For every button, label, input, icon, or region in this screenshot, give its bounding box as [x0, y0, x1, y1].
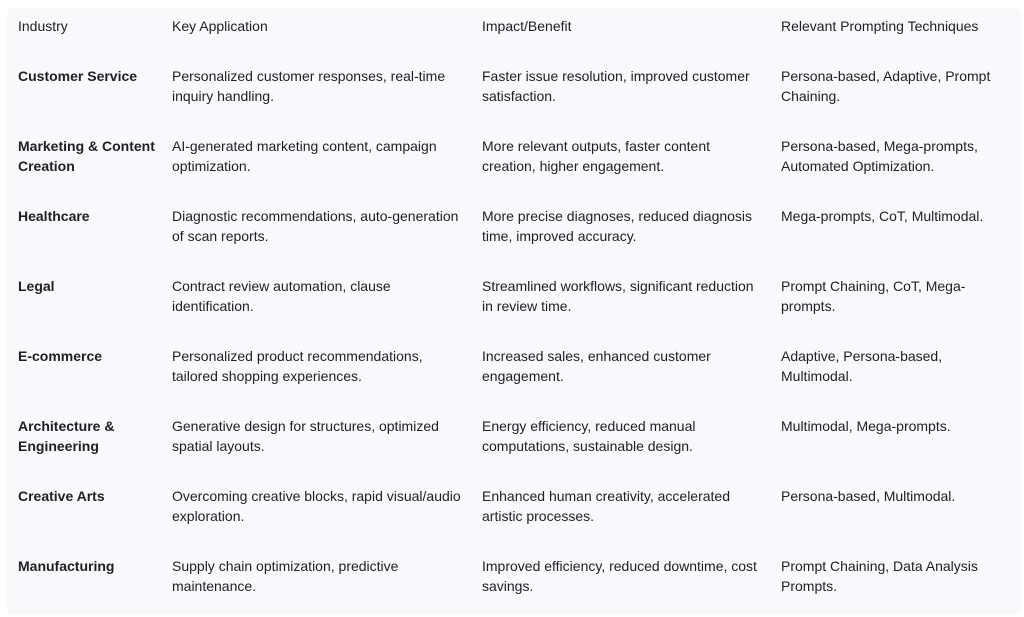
- impact-cell: Streamlined workflows, significant reduction in review time.: [482, 278, 754, 314]
- impact-cell: Increased sales, enhanced customer engagement.: [482, 348, 711, 384]
- header-key-application: Key Application: [172, 18, 268, 34]
- techniques-cell: Prompt Chaining, Data Analysis Prompts.: [781, 558, 978, 594]
- techniques-cell: Persona-based, Mega-prompts, Automated Optimization.: [781, 138, 978, 174]
- impact-cell: More precise diagnoses, reduced diagnosis time, improved accuracy.: [482, 208, 753, 244]
- header-impact-benefit: Impact/Benefit: [482, 18, 572, 34]
- application-cell: Personalized customer responses, real-time inquiry handling.: [172, 68, 446, 104]
- application-cell: Personalized product recommendations, tailored shopping experiences.: [172, 348, 423, 384]
- industry-cell: Creative Arts: [18, 488, 105, 504]
- impact-cell: More relevant outputs, faster content creation, higher engagement.: [482, 138, 711, 174]
- industry-cell: Customer Service: [18, 68, 138, 84]
- techniques-cell: Multimodal, Mega-prompts.: [781, 418, 951, 434]
- industry-cell: Manufacturing: [18, 558, 115, 574]
- techniques-cell: Persona-based, Adaptive, Prompt Chaining.: [781, 68, 991, 104]
- techniques-cell: Persona-based, Multimodal.: [781, 488, 956, 504]
- industry-cell: Marketing & Content Creation: [18, 138, 155, 174]
- header-prompting-techniques: Relevant Prompting Techniques: [781, 18, 979, 34]
- industry-cell: Architecture & Engineering: [18, 418, 115, 454]
- application-cell: Generative design for structures, optimized spatial layouts.: [172, 418, 439, 454]
- application-cell: Overcoming creative blocks, rapid visual/audio exploration.: [172, 488, 461, 524]
- application-cell: Contract review automation, clause identification.: [172, 278, 391, 314]
- impact-cell: Faster issue resolution, improved customer satisfaction.: [482, 68, 750, 104]
- industry-cell: Healthcare: [18, 208, 90, 224]
- application-cell: Diagnostic recommendations, auto-generation of scan reports.: [172, 208, 459, 244]
- industry-cell: Legal: [18, 278, 55, 294]
- table-card: [7, 8, 1021, 615]
- techniques-cell: Adaptive, Persona-based, Multimodal.: [781, 348, 943, 384]
- impact-cell: Improved efficiency, reduced downtime, cost savings.: [482, 558, 757, 594]
- header-industry: Industry: [18, 18, 68, 34]
- techniques-cell: Mega-prompts, CoT, Multimodal.: [781, 208, 984, 224]
- application-cell: Supply chain optimization, predictive maintenance.: [172, 558, 399, 594]
- application-cell: AI-generated marketing content, campaign optimization.: [172, 138, 437, 174]
- industry-cell: E-commerce: [18, 348, 103, 364]
- impact-cell: Enhanced human creativity, accelerated artistic processes.: [482, 488, 730, 524]
- techniques-cell: Prompt Chaining, CoT, Mega-prompts.: [781, 278, 966, 314]
- impact-cell: Energy efficiency, reduced manual computations, sustainable design.: [482, 418, 696, 454]
